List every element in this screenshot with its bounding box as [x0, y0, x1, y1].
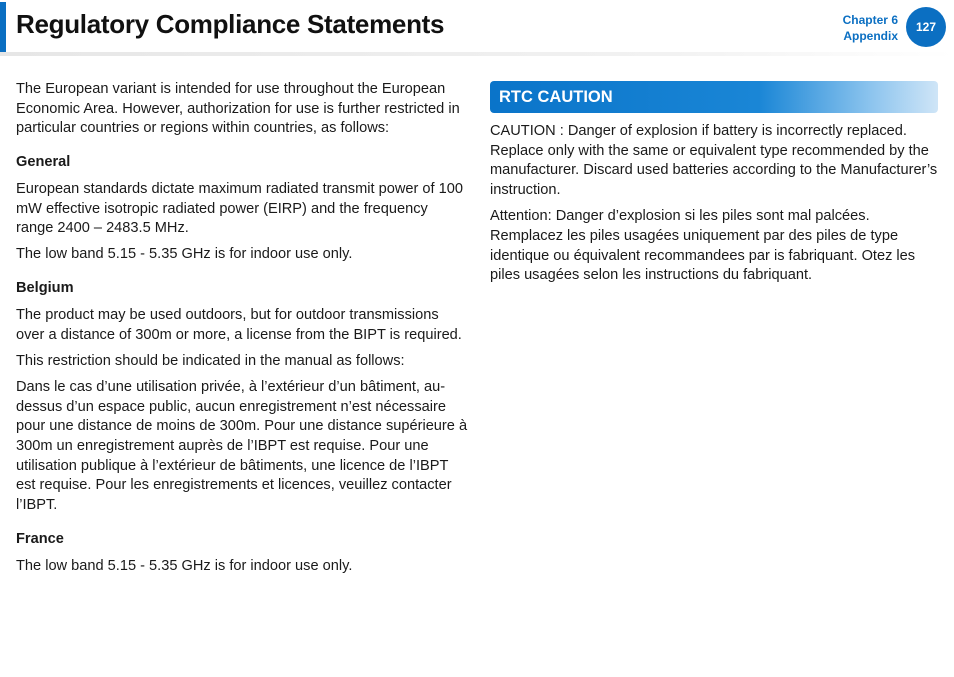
belgium-paragraph-1: The product may be used outdoors, but for outdoor transmissions over a distance of 300m or more, a license from the BIPT is required.: [16, 306, 462, 343]
page-number: 127: [915, 20, 937, 34]
france-heading: France: [16, 530, 64, 547]
page-title: Regulatory Compliance Statements: [16, 9, 445, 39]
chapter-label: Chapter 6: [842, 13, 898, 27]
page-number-badge: [906, 7, 946, 47]
rtc-caution-title: RTC CAUTION: [499, 88, 613, 106]
general-heading: General: [16, 154, 71, 171]
belgium-paragraph-3: Dans le cas d’une utilisation privée, à l’extérieur d’un bâtiment, au-dessus d’un espace public, aucun enregistrement n’est nécessaire pour une distance de moins de 300m. Pour une distance supérieure à 300m un enregistrement auprès de l’IBPT est requise. Pour une utilisation publique à l’extérieur de bâtiments, une licence de l’IBPT est requise. Pour les enregistrements et licences, veuillez contacter l’IBPT.: [16, 378, 468, 514]
intro-paragraph: The European variant is intended for use throughout the European Economic Area. However, authorization for use is further restricted in particular countries or regions within countries, as follows:: [16, 81, 460, 137]
section-label: Appendix: [843, 29, 898, 43]
france-paragraph-1: The low band 5.15 - 5.35 GHz is for indoor use only.: [16, 557, 353, 574]
belgium-heading: Belgium: [16, 280, 74, 297]
rtc-caution-section-bar: [490, 81, 938, 113]
right-column: [490, 80, 940, 293]
page-header: [0, 0, 954, 54]
header-accent-bar: [0, 2, 6, 52]
caution-french-paragraph: Attention: Danger d’explosion si les piles sont mal palcées. Remplacez les piles usagées uniquement par des piles de type identique ou équivalent recommandees par is fabriquant. Otez les piles usagées selon les instructions du fabriquant.: [490, 208, 916, 284]
belgium-paragraph-2: This restriction should be indicated in the manual as follows:: [16, 352, 405, 369]
general-paragraph-1: European standards dictate maximum radiated transmit power of 100 mW effective isotropic radiated power (EIRP) and the frequency range 2400 – 2483.5 MHz.: [16, 180, 463, 237]
chapter-info: [843, 12, 898, 44]
left-column: [16, 80, 468, 583]
header-divider: [0, 52, 954, 56]
caution-english-paragraph: CAUTION : Danger of explosion if battery is incorrectly replaced. Replace only with the same or equivalent type recommended by the manufacturer. Discard used batteries according to the Manufacturer’s instruction.: [490, 123, 938, 199]
general-paragraph-2: The low band 5.15 - 5.35 GHz is for indoor use only.: [16, 246, 353, 263]
